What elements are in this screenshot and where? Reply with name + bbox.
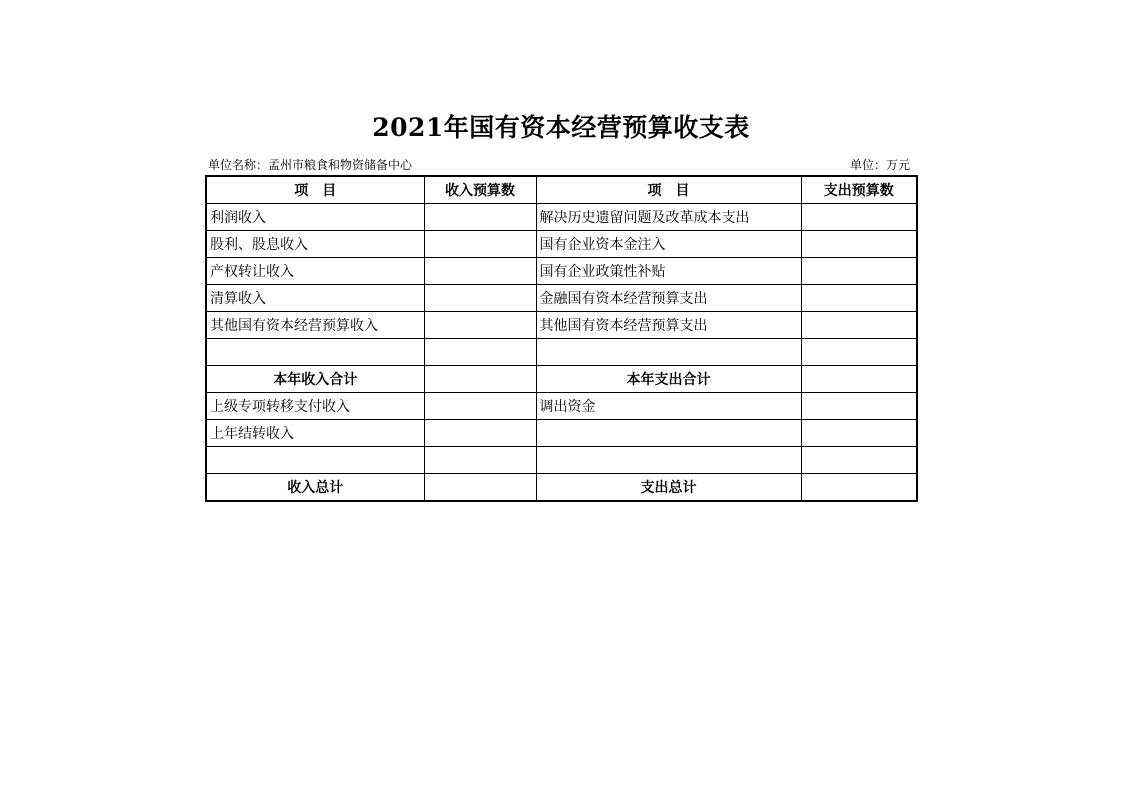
income-item: 上年结转收入	[206, 420, 424, 447]
grand-expense-total-label: 支出总计	[536, 474, 801, 502]
unit-name-label: 单位名称：孟州市粮食和物资储备中心	[208, 158, 413, 172]
unit-label: 单位：万元	[850, 158, 911, 172]
header-expense-budget: 支出预算数	[801, 176, 917, 204]
budget-table	[205, 175, 918, 502]
year-expense-total-value	[801, 366, 917, 393]
income-item: 产权转让收入	[206, 258, 424, 285]
table-row	[206, 285, 917, 312]
table-row	[206, 420, 917, 447]
income-item	[206, 447, 424, 474]
table-row	[206, 258, 917, 285]
income-item: 利润收入	[206, 204, 424, 231]
table-header-row	[206, 176, 917, 204]
header-item-expense: 项 目	[536, 176, 801, 204]
income-value	[424, 258, 536, 285]
expense-value	[801, 231, 917, 258]
expense-value	[801, 258, 917, 285]
table-row	[206, 393, 917, 420]
expense-value	[801, 420, 917, 447]
expense-item: 国有企业资本金注入	[536, 231, 801, 258]
header-income-budget: 收入预算数	[424, 176, 536, 204]
income-value	[424, 312, 536, 339]
income-item: 清算收入	[206, 285, 424, 312]
expense-item: 国有企业政策性补贴	[536, 258, 801, 285]
expense-value	[801, 204, 917, 231]
expense-value	[801, 285, 917, 312]
expense-item	[536, 420, 801, 447]
grand-income-total-value	[424, 474, 536, 502]
header-item-income: 项 目	[206, 176, 424, 204]
expense-item: 金融国有资本经营预算支出	[536, 285, 801, 312]
expense-item	[536, 447, 801, 474]
expense-value	[801, 447, 917, 474]
income-item: 股利、股息收入	[206, 231, 424, 258]
table-row	[206, 204, 917, 231]
grand-expense-total-value	[801, 474, 917, 502]
grand-total-row	[206, 474, 917, 502]
year-income-total-label: 本年收入合计	[206, 366, 424, 393]
table-row	[206, 447, 917, 474]
expense-value	[801, 393, 917, 420]
expense-item	[536, 339, 801, 366]
expense-value	[801, 339, 917, 366]
income-value	[424, 204, 536, 231]
income-value	[424, 420, 536, 447]
grand-income-total-label: 收入总计	[206, 474, 424, 502]
income-value	[424, 339, 536, 366]
table-row	[206, 231, 917, 258]
year-total-row	[206, 366, 917, 393]
income-value	[424, 447, 536, 474]
income-value	[424, 231, 536, 258]
income-item	[206, 339, 424, 366]
table-row	[206, 339, 917, 366]
year-income-total-value	[424, 366, 536, 393]
income-value	[424, 393, 536, 420]
expense-item: 其他国有资本经营预算支出	[536, 312, 801, 339]
income-item: 上级专项转移支付收入	[206, 393, 424, 420]
expense-item: 调出资金	[536, 393, 801, 420]
income-value	[424, 285, 536, 312]
income-item: 其他国有资本经营预算收入	[206, 312, 424, 339]
expense-item: 解决历史遗留问题及改革成本支出	[536, 204, 801, 231]
page-title: 2021年国有资本经营预算收支表	[372, 113, 750, 142]
expense-value	[801, 312, 917, 339]
table-row	[206, 312, 917, 339]
year-expense-total-label: 本年支出合计	[536, 366, 801, 393]
